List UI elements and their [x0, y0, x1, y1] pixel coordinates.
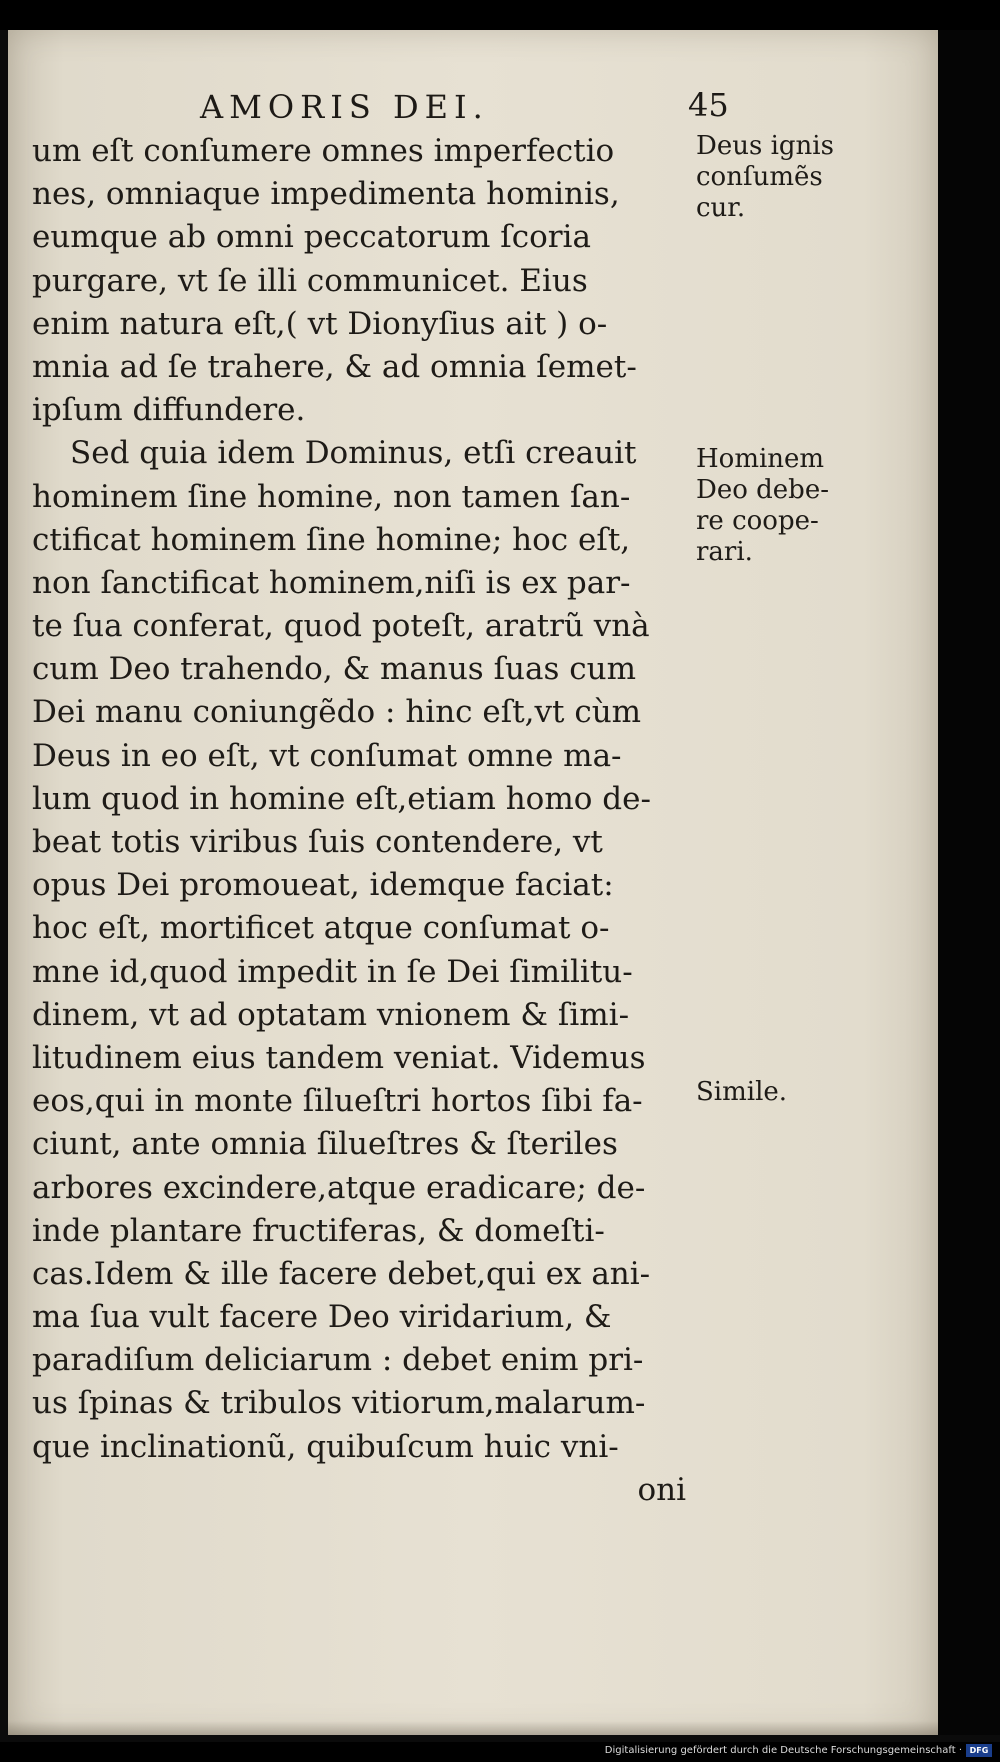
paragraph-start-line: Sed quia idem Dominus, etſi creauit — [70, 435, 637, 472]
text-line: ciunt, ante omnia ſilueſtres & ſteriles — [32, 1126, 618, 1163]
text-line: beat totis viribus ſuis contendere, vt — [32, 824, 603, 860]
text-line: arbores excindere,atque eradicare; de- — [32, 1169, 646, 1206]
text-line: ma ſua vult facere Deo viridarium, & — [32, 1299, 612, 1336]
text-line: ctificat hominem ſine homine; hoc eſt, — [32, 521, 631, 558]
running-header: AMORIS DEI. — [200, 88, 489, 126]
text-line: enim natura eſt,( vt Dionyſius ait ) o- — [32, 305, 608, 342]
text-line: mnia ad ſe trahere, & ad omnia ſemet- — [32, 348, 637, 385]
text-line: non ſanctificat hominem,niſi is ex par- — [32, 564, 631, 601]
marginal-note-simile — [696, 1077, 846, 1108]
text-line: Deus in eo eſt, vt conſumat omne ma- — [32, 737, 622, 774]
text-line: paradiſum deliciarum : debet enim pri- — [32, 1342, 644, 1379]
marginal-line: Hominem — [696, 444, 825, 474]
text-line: cum Deo trahendo, & manus ſuas cum — [32, 651, 636, 688]
marginal-line: Simile. — [696, 1077, 788, 1107]
text-line: hoc eſt, mortificet atque conſumat o- — [32, 910, 610, 947]
text-line: um eſt conſumere omnes imperfectio — [32, 133, 615, 169]
text-line: eos,qui in monte ſilueſtri hortos ſibi fa- — [32, 1083, 643, 1120]
text-line: inde plantare fructiferas, & domeſti- — [32, 1212, 605, 1249]
right-scan-border — [938, 30, 1000, 1735]
text-line: purgare, vt ſe illi communicet. Eius — [32, 262, 588, 299]
digitization-credit: Digitalisierung gefördert durch die Deutsche Forschungsgemeinschaft · — [604, 1745, 962, 1756]
text-line: cas.Idem & ille facere debet,qui ex ani- — [32, 1255, 651, 1292]
marginal-line: Deo debe- — [696, 475, 829, 505]
text-line: mne id,quod impedit in ſe Dei ſimilitu- — [32, 953, 633, 990]
text-line: Dei manu coniungẽdo : hinc eſt,vt cùm — [32, 694, 642, 731]
text-line: opus Dei promoueat, idemque faciat: — [32, 867, 614, 904]
text-line: te ſua conferat, quod poteſt, aratrũ vnà — [32, 608, 650, 645]
text-line: lum quod in homine eſt,etiam homo de- — [32, 780, 651, 817]
text-line: hominem ſine homine, non tamen ſan- — [32, 478, 631, 515]
text-line: que inclinationũ, quibuſcum huic vni- — [32, 1428, 619, 1465]
text-line: ipſum diffundere. — [32, 392, 306, 429]
text-line: us ſpinas & tribulos vitiorum,malarum- — [32, 1385, 646, 1422]
marginal-line: Deus ignis — [696, 131, 834, 161]
marginal-note-deus-ignis — [696, 131, 846, 224]
text-line: nes, omniaque impedimenta hominis, — [32, 176, 620, 213]
page-number: 45 — [688, 86, 729, 124]
catchword: oni — [637, 1471, 686, 1508]
marginal-line: conſumẽs — [696, 162, 823, 192]
marginal-line: rari. — [696, 537, 753, 567]
marginal-note-hominem — [696, 444, 846, 568]
marginal-line: re coope- — [696, 506, 819, 536]
dfg-logo: DFG — [966, 1744, 992, 1757]
marginal-line: cur. — [696, 193, 746, 223]
top-scan-border — [0, 0, 1000, 30]
text-line: eumque ab omni peccatorum ſcoria — [32, 219, 591, 256]
text-line: litudinem eius tandem veniat. Videmus — [32, 1039, 646, 1076]
text-line: dinem, vt ad optatam vnionem & ſimi- — [32, 996, 630, 1033]
body-text — [32, 130, 692, 1512]
